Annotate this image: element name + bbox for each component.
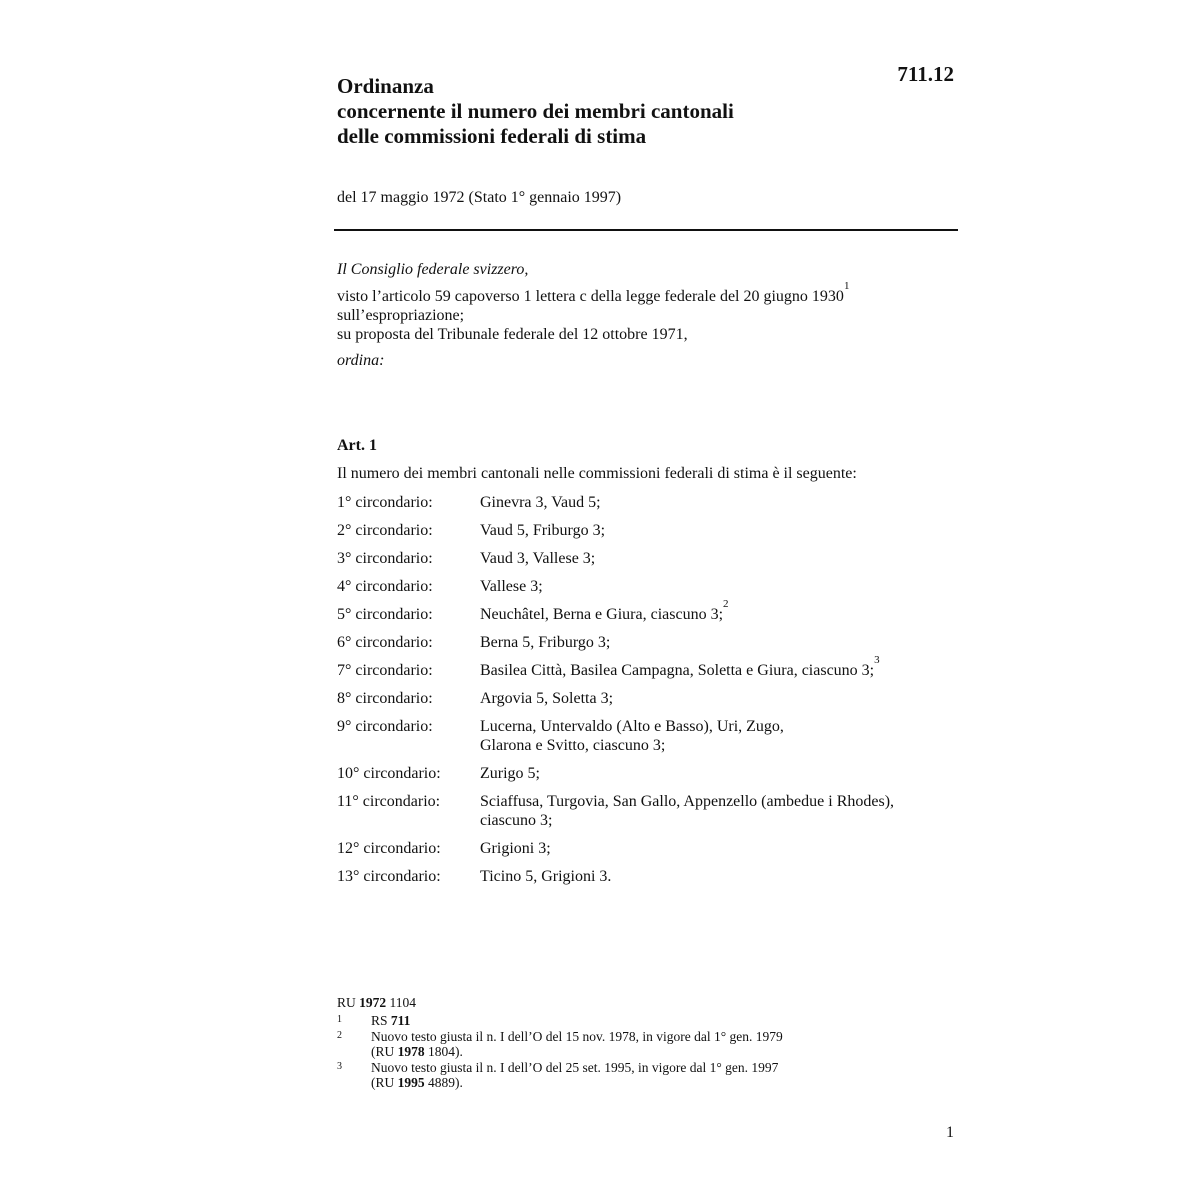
footnote-text bbox=[371, 1060, 897, 1091]
footnote-ref: 1 bbox=[843, 280, 850, 292]
footnote-text-pre: Nuovo testo giusta il n. I dell’O del 25 set. 1995, in vigore dal 1° gen. 1997 (RU bbox=[371, 1059, 779, 1090]
footnote-text bbox=[371, 1013, 897, 1029]
circondario-label: 8° circondario: bbox=[337, 690, 433, 707]
preamble bbox=[337, 260, 957, 370]
circondario-value-text: Ticino 5, Grigioni 3. bbox=[480, 868, 612, 885]
circondario-label: 12° circondario: bbox=[337, 840, 441, 857]
circondario-label: 13° circondario: bbox=[337, 868, 441, 885]
circondario-value bbox=[480, 493, 962, 512]
circondario-row bbox=[337, 764, 962, 783]
circondario-value bbox=[480, 867, 962, 886]
circondario-value-text: Vaud 3, Vallese 3; bbox=[480, 550, 596, 567]
footnote-item bbox=[337, 1029, 897, 1060]
page-number: 1 bbox=[946, 1124, 954, 1141]
preamble-basis-text: visto l’articolo 59 capoverso 1 lettera c della legge federale del 20 giugno 1930 bbox=[337, 288, 844, 305]
footnote-ref: 2 bbox=[723, 598, 729, 610]
footnote-text bbox=[371, 1029, 897, 1060]
circondario-label: 4° circondario: bbox=[337, 578, 433, 595]
preamble-proposal: su proposta del Tribunale federale del 12 ottobre 1971, bbox=[337, 326, 688, 343]
circondario-row bbox=[337, 577, 962, 596]
circondario-label: 7° circondario: bbox=[337, 662, 433, 679]
footnote-item bbox=[337, 1060, 897, 1091]
circondario-value-text: Ginevra 3, Vaud 5; bbox=[480, 494, 601, 511]
preamble-basis-cont: sull’espropriazione; bbox=[337, 307, 465, 324]
circondario-value bbox=[480, 633, 962, 652]
date-status-line: del 17 maggio 1972 (Stato 1° gennaio 1997) bbox=[337, 189, 622, 206]
circondario-value-text: Zurigo 5; bbox=[480, 765, 540, 782]
circondario-value bbox=[480, 598, 962, 624]
circondario-row bbox=[337, 717, 962, 755]
source-reference bbox=[337, 994, 897, 1011]
preamble-decree: ordina: bbox=[337, 352, 385, 369]
circondario-value-text: Grigioni 3; bbox=[480, 840, 551, 857]
article-heading: Art. 1 bbox=[337, 437, 377, 454]
source-page: 1104 bbox=[386, 995, 417, 1010]
circondario-label: 1° circondario: bbox=[337, 494, 433, 511]
footnote-text-bold: 1978 bbox=[397, 1044, 425, 1059]
header-divider bbox=[334, 229, 958, 231]
circondario-row bbox=[337, 521, 962, 540]
circondario-row bbox=[337, 654, 962, 680]
circondario-label: 10° circondario: bbox=[337, 765, 441, 782]
footnote-number: 2 bbox=[337, 1029, 342, 1041]
source-year: 1972 bbox=[359, 995, 387, 1010]
circondario-row bbox=[337, 839, 962, 858]
circondario-row bbox=[337, 689, 962, 708]
title-line: concernente il numero dei membri cantonali bbox=[337, 99, 734, 123]
circondario-value-text: Neuchâtel, Berna e Giura, ciascuno 3; bbox=[480, 606, 724, 623]
circondario-label: 2° circondario: bbox=[337, 522, 433, 539]
circondario-label: 6° circondario: bbox=[337, 634, 433, 651]
circondario-value bbox=[480, 839, 962, 858]
footnote-number: 3 bbox=[337, 1060, 342, 1072]
circondario-value bbox=[480, 577, 962, 596]
document-title bbox=[337, 74, 897, 149]
circondario-value-text: Lucerna, Untervaldo (Alto e Basso), Uri, Zugo, Glarona e Svitto, ciascuno 3; bbox=[480, 718, 784, 754]
sr-number: 711.12 bbox=[897, 62, 954, 86]
footnote-text-bold: 1995 bbox=[397, 1075, 425, 1090]
circondario-value bbox=[480, 792, 962, 830]
circondario-row bbox=[337, 792, 962, 830]
circondario-value bbox=[480, 764, 962, 783]
circondario-row bbox=[337, 598, 962, 624]
circondario-value-text: Basilea Città, Basilea Campagna, Soletta e Giura, ciascuno 3; bbox=[480, 662, 875, 679]
circondario-value-text: Vallese 3; bbox=[480, 578, 543, 595]
circondari-list bbox=[337, 493, 962, 895]
circondario-value-text: Vaud 5, Friburgo 3; bbox=[480, 522, 606, 539]
footnote-text-post: 1804). bbox=[424, 1044, 463, 1059]
footnote-item bbox=[337, 1013, 897, 1029]
article-intro: Il numero dei membri cantonali nelle commissioni federali di stima è il seguente: bbox=[337, 465, 857, 482]
circondario-value bbox=[480, 549, 962, 568]
circondario-value bbox=[480, 654, 962, 680]
preamble-authority: Il Consiglio federale svizzero, bbox=[337, 261, 529, 278]
circondario-value-text: Sciaffusa, Turgovia, San Gallo, Appenzello (ambedue i Rhodes), ciascuno 3; bbox=[480, 793, 895, 829]
circondario-row bbox=[337, 633, 962, 652]
circondario-row bbox=[337, 493, 962, 512]
footnotes bbox=[337, 994, 897, 1091]
circondario-value-text: Argovia 5, Soletta 3; bbox=[480, 690, 614, 707]
circondario-value-text: Berna 5, Friburgo 3; bbox=[480, 634, 611, 651]
circondario-value bbox=[480, 689, 962, 708]
preamble-basis bbox=[337, 280, 957, 306]
circondario-label: 5° circondario: bbox=[337, 606, 433, 623]
circondario-row bbox=[337, 549, 962, 568]
footnote-text-pre: RS bbox=[371, 1013, 391, 1028]
title-line: Ordinanza bbox=[337, 74, 434, 98]
circondario-label: 3° circondario: bbox=[337, 550, 433, 567]
circondario-label: 9° circondario: bbox=[337, 718, 433, 735]
circondario-row bbox=[337, 867, 962, 886]
title-line: delle commissioni federali di stima bbox=[337, 124, 647, 148]
footnote-number: 1 bbox=[337, 1014, 342, 1025]
footnote-list bbox=[337, 1013, 897, 1091]
footnote-text-post: 4889). bbox=[424, 1075, 463, 1090]
source-prefix: RU bbox=[337, 995, 360, 1010]
footnote-ref: 3 bbox=[874, 654, 880, 666]
circondario-value bbox=[480, 521, 962, 540]
circondario-label: 11° circondario: bbox=[337, 793, 441, 810]
footnote-text-bold: 711 bbox=[390, 1013, 411, 1028]
circondario-value bbox=[480, 717, 962, 755]
footnote-text-pre: Nuovo testo giusta il n. I dell’O del 15 nov. 1978, in vigore dal 1° gen. 1979 (RU bbox=[371, 1028, 783, 1059]
